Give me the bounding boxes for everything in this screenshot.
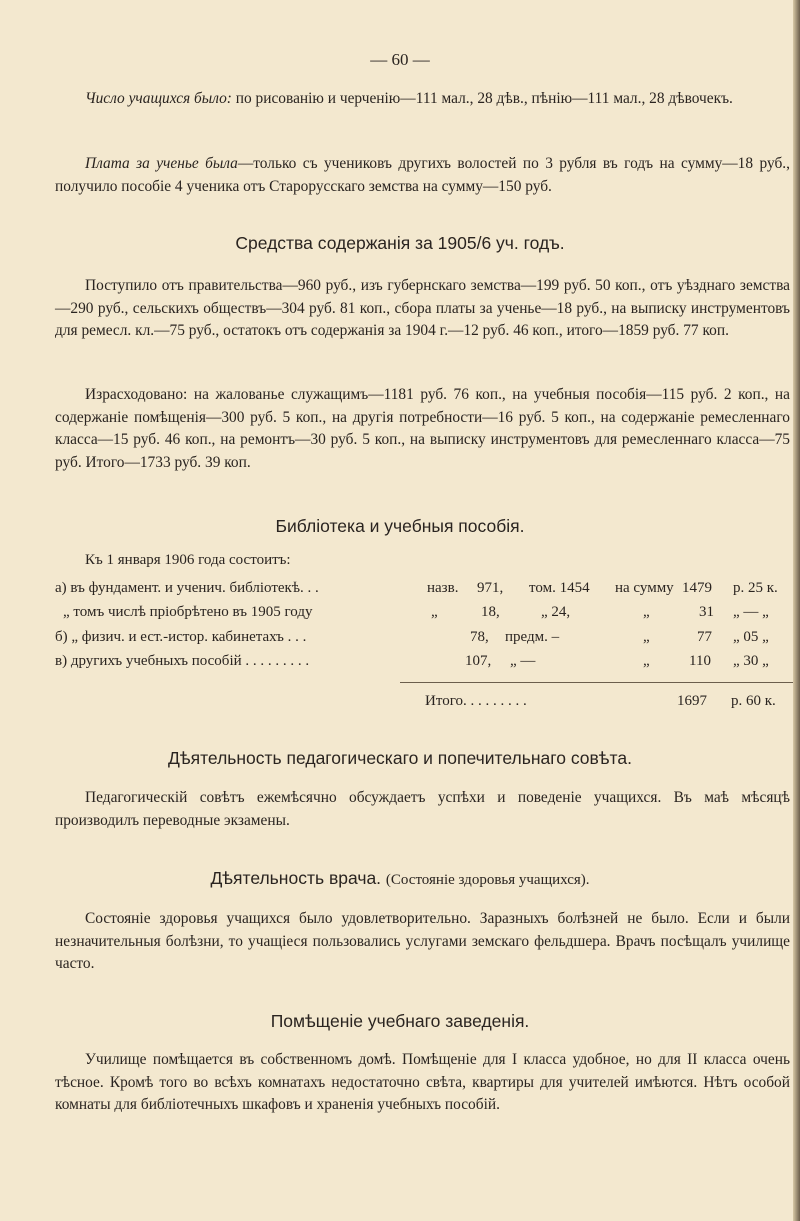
pupils-text: по рисованію и черченію—111 мал., 28 дѣв., пѣнію—111 мал., 28 дѣвочекъ. [231,90,733,107]
row-label: в) другихъ учебныхъ пособій . . . . . . . . . [55,653,310,669]
premises-text: Училище помѣщается въ собственномъ домѣ. Помѣщеніе для I класса удобное, но для II класса очень тѣсное. Кромѣ того во всѣхъ комнатахъ недостаточно свѣта, квартиры для учителей имѣются. Нѣтъ особой комнаты для библіотечныхъ шкафовъ и храненія учебныхъ пособій. [55,1051,790,1113]
total-rule [400,682,793,683]
row-c6: р. 25 к. [733,580,778,596]
row-c5: 31 [699,604,714,620]
paragraph-fee [55,153,790,198]
row-c4: „ [643,653,650,669]
row-c2: 18, [481,604,500,620]
fee-text: —только съ учениковъ другихъ волостей по 3 рубля въ годъ на сумму—18 руб., получило пособіе 4 ученика отъ Старорусскаго земства на сумму—150 руб. [55,155,790,195]
doctor-text: Состояніе здоровья учащихся было удовлетворительно. Заразныхъ болѣзней не было. Если и были незначительныя болѣзни, то учащіеся пользовались услугами земскаго фельдшера. Врачъ посѣщалъ училище часто. [55,910,790,972]
row-c2: 107, [465,653,492,669]
heading-premises: Помѣщеніе учебнаго заведенія. [270,1011,530,1031]
heading-library: Библіотека и учебныя пособія. [275,516,525,536]
heading-doctor [0,868,800,889]
row-c4: на сумму [615,580,674,596]
paragraph-income [55,275,790,343]
row-c3: том. 1454 [529,580,590,596]
row-c2: 78, [470,629,489,645]
row-c4: „ [643,604,650,620]
pupils-label: Число учащихся было: [85,90,232,107]
row-c6: „ — „ [733,604,769,620]
row-c3: „ 24, [541,604,571,620]
council-text: Педагогическій совѣтъ ежемѣсячно обсуждаетъ успѣхи и поведеніе учащихся. Въ маѣ мѣсяцѣ производилъ переводные экзамены. [55,789,790,829]
doctor-subtitle: (Состояніе здоровья учащихся). [385,872,590,888]
total-unit: р. 60 к. [731,693,776,709]
row-label: „ томъ числѣ пріобрѣтено въ 1905 году [63,604,313,620]
library-intro: Къ 1 января 1906 года состоитъ: [85,552,291,568]
income-text: Поступило отъ правительства—960 руб., изъ губернскаго земства—199 руб. 50 коп., отъ уѣзднаго земства—290 руб., сельскихъ обществъ—304 руб. 81 коп., сбора платы за ученье—18 руб., на выписку инструментовъ для ремесл. кл.—75 руб., остатокъ отъ содержанія за 1904 г.—12 руб. 46 коп., итого—1859 руб. 77 коп. [55,277,790,339]
total-row [55,693,795,715]
row-c5: 1479 [682,580,712,596]
row-c6: „ 30 „ [733,653,769,669]
row-label: а) въ фундамент. и ученич. библіотекѣ. . . [55,580,319,596]
paragraph-expense [55,384,790,474]
paragraph-council [55,787,790,832]
fee-label: Плата за ученье была [85,155,238,172]
table-row [55,580,795,602]
expense-text: Израсходовано: на жалованье служащимъ—1181 руб. 76 коп., на учебныя пособія—115 руб. 2 коп., на содержаніе помѣщенія—300 руб. 5 коп., на другія потребности—16 руб. 5 коп., на содержаніе ремесленнаго класса—15 руб. 46 коп., на ремонтъ—30 руб. 5 коп., на выписку инструментовъ для ремесленнаго класса—75 руб. Итого—1733 руб. 39 коп. [55,386,790,471]
row-c1: назв. [427,580,459,596]
total-value: 1697 [677,693,707,709]
row-c5: 110 [689,653,711,669]
heading-council: Дѣятельность педагогическаго и попечительнаго совѣта. [168,748,632,768]
row-c3: предм. – [505,629,560,645]
page-number: — 60 — [370,50,430,69]
row-c5: 77 [697,629,712,645]
row-c3: „ — [510,653,536,669]
doctor-title: Дѣятельность врача. [210,868,382,888]
row-c4: „ [643,629,650,645]
row-c2: 971, [477,580,504,596]
paragraph-premises [55,1049,790,1117]
row-c6: „ 05 „ [733,629,769,645]
total-label: Итого. . . . . . . . . [425,693,527,709]
row-c1: „ [431,604,438,620]
paragraph-pupils [55,88,790,111]
table-row [55,629,795,651]
paragraph-doctor [55,908,790,976]
row-label: б) „ физич. и ест.-истор. кабинетахъ . . . [55,629,307,645]
heading-funds: Средства содержанія за 1905/6 уч. годъ. [235,233,565,253]
table-row [63,604,800,626]
table-row [55,653,795,675]
